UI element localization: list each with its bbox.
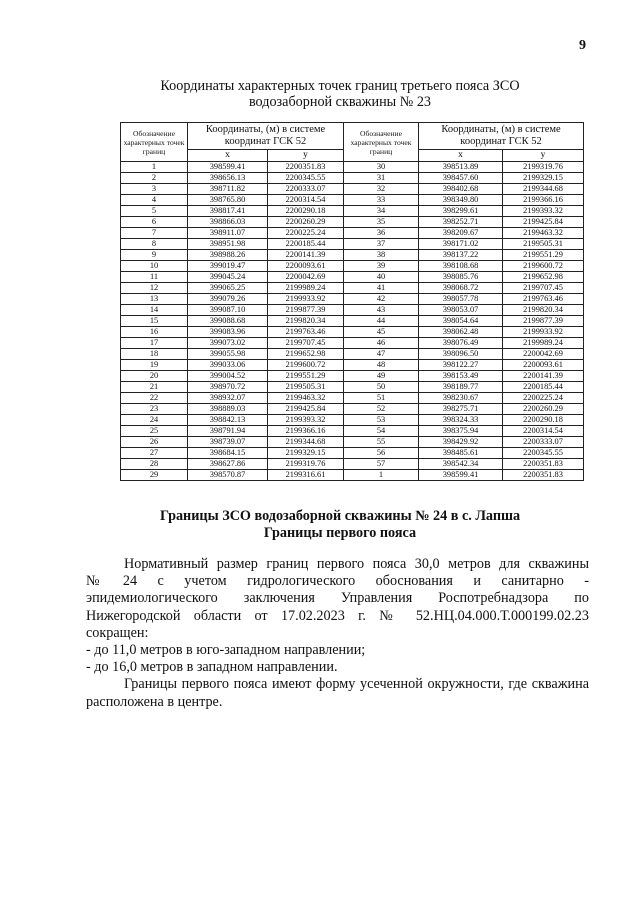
point-id-right: 38 [344, 250, 419, 261]
header-point-label-right: Обозначение характерных точек границ [344, 123, 419, 162]
x-coord-right: 398153.49 [419, 371, 503, 382]
point-id-left: 14 [121, 305, 188, 316]
section-heading-line-1: Границы ЗСО водозаборной скважины № 24 в с. Лапша [159, 508, 521, 524]
x-coord-right: 398402.68 [419, 184, 503, 195]
x-coord-right: 398375.94 [419, 426, 503, 437]
y-coord-right: 2199707.45 [503, 283, 584, 294]
point-id-left: 8 [121, 239, 188, 250]
y-coord-left: 2199877.39 [268, 305, 344, 316]
point-id-left: 17 [121, 338, 188, 349]
paragraph-1-line-5: сокращен: [86, 624, 149, 641]
x-coord-right: 398085.76 [419, 272, 503, 283]
y-coord-left: 2199329.15 [268, 448, 344, 459]
x-coord-left: 398866.03 [188, 217, 268, 228]
point-id-right: 31 [344, 173, 419, 184]
y-coord-right: 2200345.55 [503, 448, 584, 459]
header-coords-label-left: Координаты, (м) в системе координат ГСК 52 [188, 123, 344, 150]
x-coord-right: 398429.92 [419, 437, 503, 448]
x-coord-left: 398791.94 [188, 426, 268, 437]
section-title-line-2: водозаборной скважины № 23 [248, 94, 432, 110]
x-coord-left: 399045.24 [188, 272, 268, 283]
y-coord-left: 2199820.34 [268, 316, 344, 327]
point-id-left: 27 [121, 448, 188, 459]
y-coord-left: 2199344.68 [268, 437, 344, 448]
x-coord-right: 398068.72 [419, 283, 503, 294]
point-id-left: 6 [121, 217, 188, 228]
point-id-right: 50 [344, 382, 419, 393]
point-id-left: 26 [121, 437, 188, 448]
point-id-left: 15 [121, 316, 188, 327]
x-coord-left: 398842.13 [188, 415, 268, 426]
y-coord-left: 2199505.31 [268, 382, 344, 393]
x-coord-right: 398054.64 [419, 316, 503, 327]
paragraph-2-line-2: расположена в центре. [86, 693, 223, 710]
table-row [121, 448, 584, 459]
point-id-right: 44 [344, 316, 419, 327]
x-coord-right: 398275.71 [419, 404, 503, 415]
x-coord-left: 399055.98 [188, 349, 268, 360]
x-coord-right: 398230.67 [419, 393, 503, 404]
point-id-right: 37 [344, 239, 419, 250]
y-coord-right: 2200351.83 [503, 470, 584, 481]
x-coord-right: 398324.33 [419, 415, 503, 426]
x-coord-right: 398053.07 [419, 305, 503, 316]
point-id-left: 3 [121, 184, 188, 195]
x-coord-left: 399033.06 [188, 360, 268, 371]
x-coord-left: 399019.47 [188, 261, 268, 272]
x-coord-left: 398627.86 [188, 459, 268, 470]
x-coord-right: 398349.80 [419, 195, 503, 206]
x-coord-left: 399065.25 [188, 283, 268, 294]
y-coord-right: 2199344.68 [503, 184, 584, 195]
x-coord-right: 398209.67 [419, 228, 503, 239]
point-id-left: 25 [121, 426, 188, 437]
x-coord-right: 398542.34 [419, 459, 503, 470]
y-coord-right: 2199505.31 [503, 239, 584, 250]
y-coord-right: 2200185.44 [503, 382, 584, 393]
x-coord-left: 399073.02 [188, 338, 268, 349]
header-y-left: y [268, 150, 344, 162]
point-id-right: 49 [344, 371, 419, 382]
paragraph-1-line-2: № 24 с учетом гидрологического обоснования и санитарно - [86, 573, 589, 590]
table-row [121, 206, 584, 217]
point-id-left: 29 [121, 470, 188, 481]
x-coord-right: 398108.68 [419, 261, 503, 272]
point-id-right: 1 [344, 470, 419, 481]
x-coord-right: 398096.50 [419, 349, 503, 360]
y-coord-left: 2200290.18 [268, 206, 344, 217]
point-id-right: 47 [344, 349, 419, 360]
point-id-right: 53 [344, 415, 419, 426]
point-id-right: 41 [344, 283, 419, 294]
table-row [121, 184, 584, 195]
point-id-left: 16 [121, 327, 188, 338]
coordinates-table [120, 122, 584, 481]
y-coord-left: 2199425.84 [268, 404, 344, 415]
x-coord-left: 399079.26 [188, 294, 268, 305]
y-coord-right: 2199989.24 [503, 338, 584, 349]
y-coord-left: 2199366.16 [268, 426, 344, 437]
x-coord-right: 398252.71 [419, 217, 503, 228]
table-row [121, 382, 584, 393]
x-coord-left: 398570.87 [188, 470, 268, 481]
y-coord-right: 2200042.69 [503, 349, 584, 360]
table-row [121, 272, 584, 283]
point-id-left: 13 [121, 294, 188, 305]
x-coord-left: 398684.15 [188, 448, 268, 459]
point-id-left: 12 [121, 283, 188, 294]
y-coord-left: 2200042.69 [268, 272, 344, 283]
y-coord-left: 2200185.44 [268, 239, 344, 250]
y-coord-left: 2199652.98 [268, 349, 344, 360]
header-y-right: y [503, 150, 584, 162]
table-row [121, 283, 584, 294]
point-id-right: 30 [344, 162, 419, 173]
header-x-right: x [419, 150, 503, 162]
point-id-left: 20 [121, 371, 188, 382]
point-id-right: 33 [344, 195, 419, 206]
point-id-right: 52 [344, 404, 419, 415]
x-coord-right: 398599.41 [419, 470, 503, 481]
x-coord-left: 398739.07 [188, 437, 268, 448]
x-coord-left: 399083.96 [188, 327, 268, 338]
x-coord-left: 399088.68 [188, 316, 268, 327]
y-coord-right: 2199319.76 [503, 162, 584, 173]
point-id-right: 45 [344, 327, 419, 338]
x-coord-left: 398656.13 [188, 173, 268, 184]
section-title-line-1: Координаты характерных точек границ третьего пояса ЗСО [160, 78, 520, 94]
header-point-label-left: Обозначение характерных точек границ [121, 123, 188, 162]
table-row [121, 470, 584, 481]
header-x-left: x [188, 150, 268, 162]
y-coord-left: 2199989.24 [268, 283, 344, 294]
y-coord-left: 2199319.76 [268, 459, 344, 470]
y-coord-left: 2199551.29 [268, 371, 344, 382]
table-row [121, 250, 584, 261]
point-id-left: 18 [121, 349, 188, 360]
point-id-right: 40 [344, 272, 419, 283]
table-row [121, 173, 584, 184]
point-id-right: 48 [344, 360, 419, 371]
table-row [121, 338, 584, 349]
point-id-left: 10 [121, 261, 188, 272]
y-coord-right: 2200314.54 [503, 426, 584, 437]
y-coord-right: 2199463.32 [503, 228, 584, 239]
x-coord-left: 399004.52 [188, 371, 268, 382]
point-id-right: 54 [344, 426, 419, 437]
y-coord-right: 2199329.15 [503, 173, 584, 184]
y-coord-right: 2200333.07 [503, 437, 584, 448]
table-row [121, 360, 584, 371]
y-coord-right: 2200260.29 [503, 404, 584, 415]
paragraph-1-line-3: эпидемиологического заключения Управления Роспотребнадзора по [86, 590, 589, 607]
point-id-right: 43 [344, 305, 419, 316]
point-id-right: 34 [344, 206, 419, 217]
table-row [121, 349, 584, 360]
point-id-right: 32 [344, 184, 419, 195]
table-row [121, 162, 584, 173]
y-coord-left: 2200314.54 [268, 195, 344, 206]
table-row [121, 371, 584, 382]
table-row [121, 316, 584, 327]
x-coord-right: 398171.02 [419, 239, 503, 250]
y-coord-right: 2199366.16 [503, 195, 584, 206]
y-coord-right: 2200290.18 [503, 415, 584, 426]
point-id-left: 7 [121, 228, 188, 239]
table-row [121, 305, 584, 316]
y-coord-left: 2199463.32 [268, 393, 344, 404]
y-coord-left: 2200225.24 [268, 228, 344, 239]
point-id-left: 22 [121, 393, 188, 404]
y-coord-left: 2200345.55 [268, 173, 344, 184]
x-coord-left: 399087.10 [188, 305, 268, 316]
y-coord-left: 2200093.61 [268, 261, 344, 272]
y-coord-right: 2199933.92 [503, 327, 584, 338]
x-coord-right: 398076.49 [419, 338, 503, 349]
y-coord-right: 2200093.61 [503, 360, 584, 371]
x-coord-left: 398599.41 [188, 162, 268, 173]
y-coord-right: 2199652.98 [503, 272, 584, 283]
x-coord-left: 398765.80 [188, 195, 268, 206]
table-row [121, 195, 584, 206]
y-coord-left: 2200260.29 [268, 217, 344, 228]
point-id-right: 39 [344, 261, 419, 272]
point-id-left: 4 [121, 195, 188, 206]
table-row [121, 327, 584, 338]
x-coord-left: 398889.03 [188, 404, 268, 415]
table-row [121, 217, 584, 228]
x-coord-right: 398189.77 [419, 382, 503, 393]
table-row [121, 437, 584, 448]
y-coord-left: 2200141.39 [268, 250, 344, 261]
point-id-left: 21 [121, 382, 188, 393]
y-coord-right: 2199551.29 [503, 250, 584, 261]
y-coord-left: 2199763.46 [268, 327, 344, 338]
y-coord-right: 2199763.46 [503, 294, 584, 305]
x-coord-right: 398062.48 [419, 327, 503, 338]
point-id-right: 51 [344, 393, 419, 404]
y-coord-left: 2199933.92 [268, 294, 344, 305]
point-id-left: 9 [121, 250, 188, 261]
x-coord-left: 398711.82 [188, 184, 268, 195]
x-coord-left: 398970.72 [188, 382, 268, 393]
point-id-left: 19 [121, 360, 188, 371]
x-coord-right: 398057.78 [419, 294, 503, 305]
section-heading-line-2: Границы первого пояса [263, 525, 417, 541]
paragraph-2-line-1: Границы первого пояса имеют форму усеченной окружности, где скважина [124, 676, 589, 693]
table-row [121, 294, 584, 305]
point-id-left: 2 [121, 173, 188, 184]
y-coord-left: 2199393.32 [268, 415, 344, 426]
x-coord-left: 398911.07 [188, 228, 268, 239]
x-coord-right: 398299.61 [419, 206, 503, 217]
x-coord-left: 398817.41 [188, 206, 268, 217]
point-id-left: 28 [121, 459, 188, 470]
x-coord-left: 398988.26 [188, 250, 268, 261]
table-row [121, 261, 584, 272]
y-coord-left: 2199707.45 [268, 338, 344, 349]
y-coord-left: 2199600.72 [268, 360, 344, 371]
y-coord-right: 2199877.39 [503, 316, 584, 327]
y-coord-left: 2199316.61 [268, 470, 344, 481]
section-title-third-belt [100, 78, 580, 110]
x-coord-left: 398951.98 [188, 239, 268, 250]
header-coords-label-right: Координаты, (м) в системе координат ГСК 52 [419, 123, 584, 150]
body-text [86, 556, 589, 711]
y-coord-right: 2199425.84 [503, 217, 584, 228]
point-id-left: 5 [121, 206, 188, 217]
y-coord-right: 2200141.39 [503, 371, 584, 382]
y-coord-left: 2200333.07 [268, 184, 344, 195]
x-coord-right: 398513.89 [419, 162, 503, 173]
point-id-right: 42 [344, 294, 419, 305]
page-number: 9 [579, 38, 586, 53]
point-id-right: 35 [344, 217, 419, 228]
section-heading-well-24 [100, 508, 580, 542]
x-coord-right: 398122.27 [419, 360, 503, 371]
table-row [121, 459, 584, 470]
table-row [121, 239, 584, 250]
y-coord-right: 2199820.34 [503, 305, 584, 316]
x-coord-right: 398457.60 [419, 173, 503, 184]
y-coord-left: 2200351.83 [268, 162, 344, 173]
paragraph-1-line-4: Нижегородской области от 17.02.2023 г. № 52.НЦ.04.000.Т.000199.02.23 [86, 607, 589, 624]
point-id-right: 46 [344, 338, 419, 349]
y-coord-right: 2200225.24 [503, 393, 584, 404]
table-row [121, 228, 584, 239]
paragraph-1-line-1: Нормативный размер границ первого пояса 30,0 метров для скважины [124, 556, 589, 572]
x-coord-right: 398485.61 [419, 448, 503, 459]
table-row [121, 393, 584, 404]
table-row [121, 426, 584, 437]
table-row [121, 415, 584, 426]
table-row [121, 404, 584, 415]
point-id-right: 56 [344, 448, 419, 459]
point-id-left: 11 [121, 272, 188, 283]
point-id-right: 36 [344, 228, 419, 239]
coordinates-table-body [121, 162, 584, 481]
y-coord-right: 2199393.32 [503, 206, 584, 217]
y-coord-right: 2200351.83 [503, 459, 584, 470]
y-coord-right: 2199600.72 [503, 261, 584, 272]
x-coord-right: 398137.22 [419, 250, 503, 261]
point-id-left: 1 [121, 162, 188, 173]
point-id-left: 24 [121, 415, 188, 426]
point-id-right: 55 [344, 437, 419, 448]
x-coord-left: 398932.07 [188, 393, 268, 404]
point-id-right: 57 [344, 459, 419, 470]
bullet-item-1: - до 11,0 метров в юго-западном направлении; [86, 642, 366, 659]
bullet-item-2: - до 16,0 метров в западном направлении. [86, 659, 338, 676]
point-id-left: 23 [121, 404, 188, 415]
